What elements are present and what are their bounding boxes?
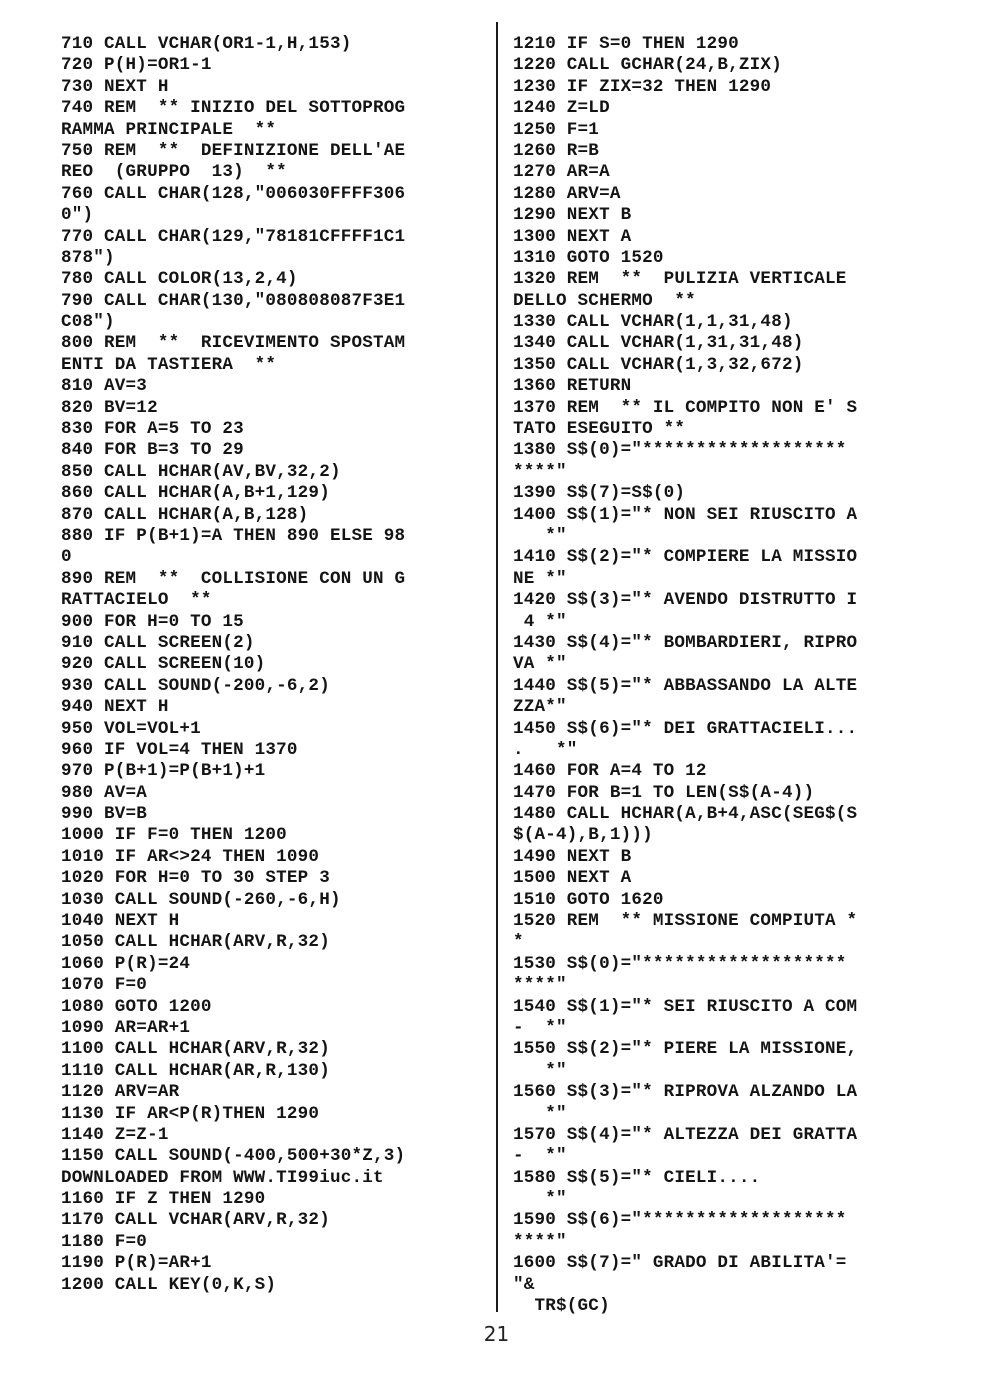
code-line: 1090 AR=AR+1 (61, 1017, 191, 1038)
code-line: 940 NEXT H (61, 697, 169, 718)
code-line: 1510 GOTO 1620 (513, 889, 664, 910)
code-line: 1210 IF S=0 THEN 1290 (513, 34, 739, 54)
code-line: 1000 IF F=0 THEN 1200 (61, 825, 287, 846)
code-line: 1250 F=1 (513, 119, 600, 140)
code-line: "& (513, 1274, 535, 1295)
code-line: 820 BV=12 (61, 397, 158, 418)
code-line: 990 BV=B (61, 804, 148, 825)
code-line: 1240 Z=LD (513, 98, 610, 119)
code-line: *" (513, 525, 567, 546)
code-line: DELLO SCHERMO ** (513, 290, 696, 311)
code-line: 1180 F=0 (61, 1231, 148, 1252)
code-line: 840 FOR B=3 TO 29 (61, 440, 244, 461)
code-line: 1550 S$(2)="* PIERE LA MISSIONE, (513, 1039, 858, 1060)
code-line: 1010 IF AR<>24 THEN 1090 (61, 846, 320, 867)
code-line: 770 CALL CHAR(129,"78181CFFFF1C1 (61, 226, 406, 247)
code-line: 1200 CALL KEY(0,K,S) (61, 1274, 277, 1295)
code-line: 1520 REM ** MISSIONE COMPIUTA * (513, 911, 858, 932)
code-line: 720 P(H)=OR1-1 (61, 55, 212, 76)
code-line: 810 AV=3 (61, 376, 148, 397)
code-line: DOWNLOADED FROM WWW.TI99iuc.it (61, 1167, 384, 1188)
code-line: - *" (513, 1146, 567, 1167)
code-line: 1080 GOTO 1200 (61, 996, 212, 1017)
code-line: 1350 CALL VCHAR(1,3,32,672) (513, 354, 804, 375)
code-line: *" (513, 1060, 567, 1081)
code-line: 710 CALL VCHAR(OR1-1,H,153) (61, 34, 352, 54)
code-line: *" (513, 1189, 567, 1210)
code-line: 0 (61, 547, 72, 568)
code-line: 1020 FOR H=0 TO 30 STEP 3 (61, 868, 330, 889)
code-line: 880 IF P(B+1)=A THEN 890 ELSE 98 (61, 525, 406, 546)
page-number: 21 (483, 1322, 510, 1346)
code-line: 960 IF VOL=4 THEN 1370 (61, 739, 298, 760)
code-line: VA *" (513, 654, 567, 675)
code-line: TR$(GC) (513, 1296, 610, 1317)
code-line: 1380 S$(0)="******************* (513, 440, 847, 461)
code-line: 1370 REM ** IL COMPITO NON E' S (513, 397, 858, 418)
code-line: TATO ESEGUITO ** (513, 419, 686, 440)
code-line: 800 REM ** RICEVIMENTO SPOSTAM (61, 333, 406, 354)
right-code-column (513, 34, 943, 1317)
code-line: 870 CALL HCHAR(A,B,128) (61, 504, 309, 525)
code-line: 1540 S$(1)="* SEI RIUSCITO A COM (513, 996, 858, 1017)
code-line: ENTI DA TASTIERA ** (61, 354, 277, 375)
code-line: 4 *" (513, 611, 567, 632)
code-line: 1270 AR=A (513, 162, 610, 183)
code-line: 1360 RETURN (513, 376, 632, 397)
code-line: 850 CALL HCHAR(AV,BV,32,2) (61, 461, 341, 482)
code-line: 1580 S$(5)="* CIELI.... (513, 1167, 761, 1188)
code-line: RATTACIELO ** (61, 590, 212, 611)
code-line: NE *" (513, 568, 567, 589)
code-line: ****" (513, 1231, 567, 1252)
code-line: 860 CALL HCHAR(A,B+1,129) (61, 483, 330, 504)
code-line: 730 NEXT H (61, 76, 169, 97)
code-line: 1100 CALL HCHAR(ARV,R,32) (61, 1039, 330, 1060)
code-line: 1460 FOR A=4 TO 12 (513, 761, 707, 782)
code-line: 1110 CALL HCHAR(AR,R,130) (61, 1060, 330, 1081)
code-line: $(A-4),B,1))) (513, 825, 653, 846)
code-line: ZZA*" (513, 697, 567, 718)
code-line: *" (513, 1103, 567, 1124)
code-line: 1120 ARV=AR (61, 1082, 180, 1103)
code-line: 1330 CALL VCHAR(1,1,31,48) (513, 312, 793, 333)
left-code-column (61, 34, 486, 1296)
code-line: 1490 NEXT B (513, 846, 632, 867)
code-line: 830 FOR A=5 TO 23 (61, 419, 244, 440)
code-line: - *" (513, 1017, 567, 1038)
code-line: 1570 S$(4)="* ALTEZZA DEI GRATTA (513, 1124, 858, 1145)
code-line: 0") (61, 205, 94, 226)
code-line: 740 REM ** INIZIO DEL SOTTOPROG (61, 98, 406, 119)
code-line: 1070 F=0 (61, 975, 148, 996)
code-line: ****" (513, 975, 567, 996)
code-line: 1220 CALL GCHAR(24,B,ZIX) (513, 55, 782, 76)
code-line: 1320 REM ** PULIZIA VERTICALE (513, 269, 847, 290)
column-divider (496, 22, 498, 1312)
code-line: 1310 GOTO 1520 (513, 247, 664, 268)
code-line: 950 VOL=VOL+1 (61, 718, 201, 739)
code-line: 1390 S$(7)=S$(0) (513, 483, 686, 504)
code-line: 1260 R=B (513, 140, 600, 161)
code-line: 1530 S$(0)="******************* (513, 953, 847, 974)
code-line: 1400 S$(1)="* NON SEI RIUSCITO A (513, 504, 858, 525)
code-line: 1150 CALL SOUND(-400,500+30*Z,3) (61, 1146, 406, 1167)
code-line: 1280 ARV=A (513, 183, 621, 204)
code-line: 1560 S$(3)="* RIPROVA ALZANDO LA (513, 1082, 858, 1103)
code-line: 930 CALL SOUND(-200,-6,2) (61, 675, 330, 696)
code-line: 1450 S$(6)="* DEI GRATTACIELI... (513, 718, 858, 739)
code-line: 1440 S$(5)="* ABBASSANDO LA ALTE (513, 675, 858, 696)
code-line: 1600 S$(7)=" GRADO DI ABILITA'= (513, 1253, 847, 1274)
code-line: 1190 P(R)=AR+1 (61, 1253, 212, 1274)
code-line: 900 FOR H=0 TO 15 (61, 611, 244, 632)
code-line: 1050 CALL HCHAR(ARV,R,32) (61, 932, 330, 953)
code-line: 1170 CALL VCHAR(ARV,R,32) (61, 1210, 330, 1231)
code-line: ****" (513, 461, 567, 482)
code-line: 1500 NEXT A (513, 868, 632, 889)
code-line: 1140 Z=Z-1 (61, 1124, 169, 1145)
code-line: . *" (513, 739, 578, 760)
code-line: 1300 NEXT A (513, 226, 632, 247)
code-line: 1340 CALL VCHAR(1,31,31,48) (513, 333, 804, 354)
code-line: 1430 S$(4)="* BOMBARDIERI, RIPRO (513, 632, 858, 653)
code-line: 1060 P(R)=24 (61, 953, 191, 974)
code-line: 1590 S$(6)="******************* (513, 1210, 847, 1231)
code-line: 1470 FOR B=1 TO LEN(S$(A-4)) (513, 782, 815, 803)
code-line: 1410 S$(2)="* COMPIERE LA MISSIO (513, 547, 858, 568)
code-line: 790 CALL CHAR(130,"080808087F3E1 (61, 290, 406, 311)
code-line: 910 CALL SCREEN(2) (61, 632, 255, 653)
code-line: 1040 NEXT H (61, 911, 180, 932)
code-line: 890 REM ** COLLISIONE CON UN G (61, 568, 406, 589)
code-line: 1480 CALL HCHAR(A,B+4,ASC(SEG$(S (513, 804, 858, 825)
code-line: 1160 IF Z THEN 1290 (61, 1189, 266, 1210)
code-line: 920 CALL SCREEN(10) (61, 654, 266, 675)
code-line: * (513, 932, 524, 953)
code-line: 1230 IF ZIX=32 THEN 1290 (513, 76, 772, 97)
code-line: 1030 CALL SOUND(-260,-6,H) (61, 889, 341, 910)
code-line: 970 P(B+1)=P(B+1)+1 (61, 761, 266, 782)
code-line: 878") (61, 247, 115, 268)
code-line: 750 REM ** DEFINIZIONE DELL'AE (61, 140, 406, 161)
code-line: 980 AV=A (61, 782, 148, 803)
code-line: 1130 IF AR<P(R)THEN 1290 (61, 1103, 320, 1124)
code-line: RAMMA PRINCIPALE ** (61, 119, 277, 140)
code-line: REO (GRUPPO 13) ** (61, 162, 287, 183)
code-line: 780 CALL COLOR(13,2,4) (61, 269, 298, 290)
code-line: C08") (61, 312, 115, 333)
code-line: 760 CALL CHAR(128,"006030FFFF306 (61, 183, 406, 204)
code-line: 1420 S$(3)="* AVENDO DISTRUTTO I (513, 590, 858, 611)
code-line: 1290 NEXT B (513, 205, 632, 226)
